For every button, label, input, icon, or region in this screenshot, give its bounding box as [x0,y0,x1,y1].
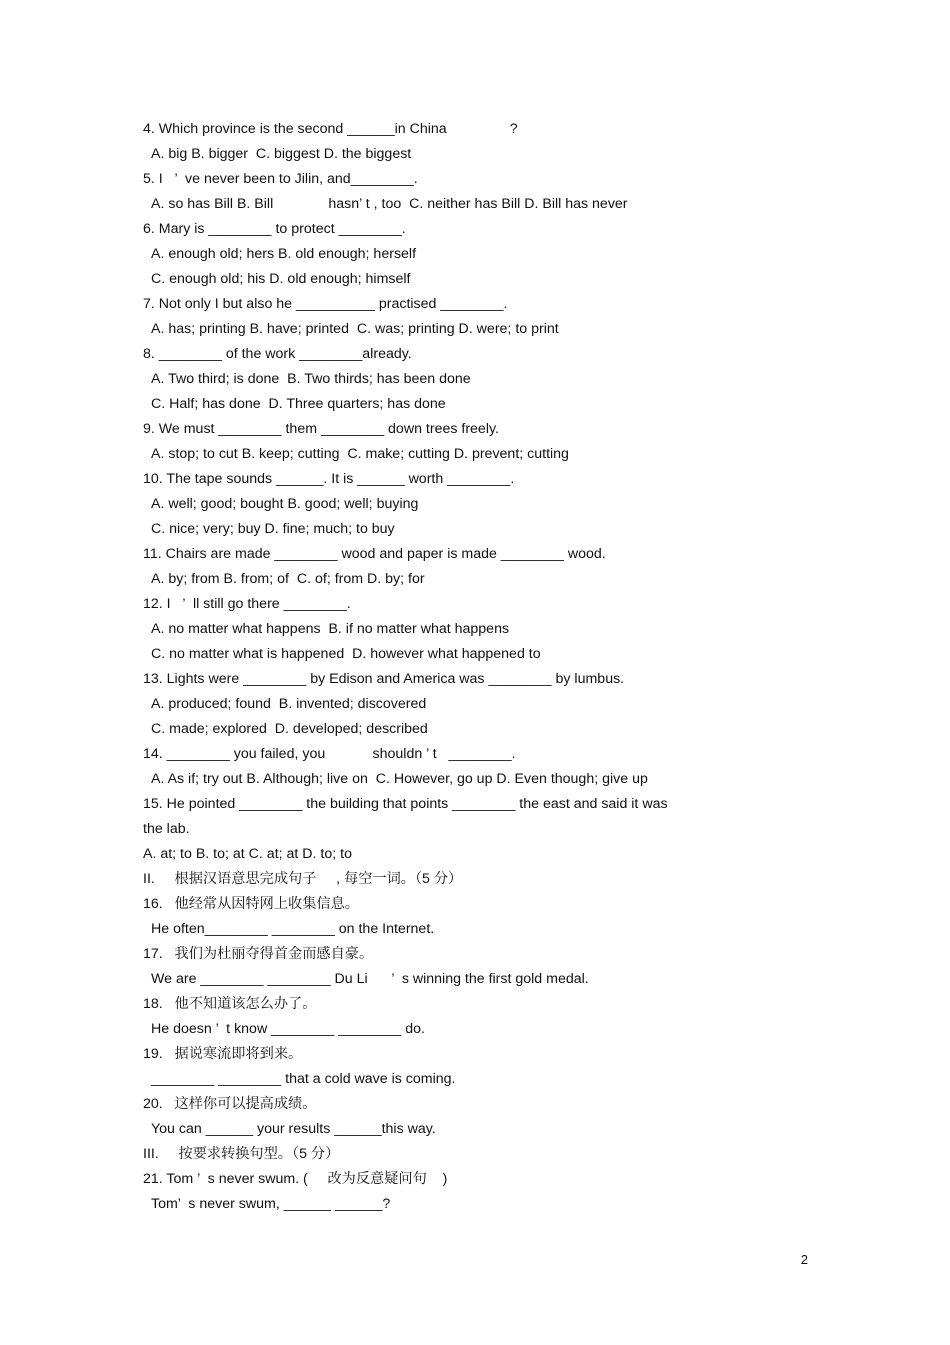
answer-line: We are ________ ________ Du Li ’ s winning the first gold medal. [151,971,589,987]
answer-line: A. As if; try out B. Although; live on C. However, go up D. Even though; give up [151,771,648,787]
question-line: the lab. [143,821,190,837]
question-line: 4. Which province is the second ______in China ? [143,121,518,137]
question-line: 13. Lights were ________ by Edison and America was ________ by lumbus. [143,671,625,687]
question-line: 21. Tom ’ s never swum. ( 改为反意疑问句 ) [143,1171,448,1187]
answer-line: C. Half; has done D. Three quarters; has done [151,396,446,412]
question-line: 9. We must ________ them ________ down trees freely. [143,421,499,437]
answer-line: He doesn ’ t know ________ ________ do. [151,1021,425,1037]
answer-line: A. enough old; hers B. old enough; herself [151,246,417,262]
answer-line: A. big B. bigger C. biggest D. the biggest [151,146,412,162]
answer-line: C. nice; very; buy D. fine; much; to buy [151,521,395,537]
question-line: A. at; to B. to; at C. at; at D. to; to [143,846,352,862]
answer-line: A. has; printing B. have; printed C. was; printing D. were; to print [151,321,559,337]
question-line: 11. Chairs are made ________ wood and paper is made ________ wood. [143,546,606,562]
answer-line: C. made; explored D. developed; described [151,721,428,737]
answer-line: He often________ ________ on the Internet. [151,921,435,937]
answer-line: A. stop; to cut B. keep; cutting C. make; cutting D. prevent; cutting [151,446,569,462]
page-number: 2 [800,1252,808,1267]
question-line: 15. He pointed ________ the building that points ________ the east and said it was [143,796,668,812]
question-line: 7. Not only I but also he __________ practised ________. [143,296,508,312]
question-line: 12. I ’ ll still go there ________. [143,596,351,612]
answer-line: A. Two third; is done B. Two thirds; has been done [151,371,471,387]
answer-line: A. well; good; bought B. good; well; buying [151,496,419,512]
answer-line: A. no matter what happens B. if no matter what happens [151,621,510,637]
answer-line: A. produced; found B. invented; discovered [151,696,427,712]
question-line: II. 根据汉语意思完成句子 , 每空一词。（5 分） [143,871,463,887]
answer-line: C. enough old; his D. old enough; himself [151,271,411,287]
answer-line: Tom’ s never swum, ______ ______? [151,1196,391,1212]
question-line: 20. 这样你可以提高成绩。 [143,1096,317,1112]
answer-line: C. no matter what is happened D. however what happened to [151,646,541,662]
question-line: 16. 他经常从因特网上收集信息。 [143,896,359,912]
question-line: 10. The tape sounds ______. It is ______ worth ________. [143,471,515,487]
answer-line: You can ______ your results ______this way. [151,1121,436,1137]
question-line: 18. 他不知道该怎么办了。 [143,996,317,1012]
answer-line: ________ ________ that a cold wave is coming. [151,1071,456,1087]
question-line: 6. Mary is ________ to protect ________. [143,221,406,237]
answer-line: A. by; from B. from; of C. of; from D. by; for [151,571,425,587]
exercise-content [143,118,763,1218]
answer-line: A. so has Bill B. Bill hasn’ t , too C. neither has Bill D. Bill has never [151,196,628,212]
question-line: 8. ________ of the work ________already. [143,346,412,362]
question-line: III. 按要求转换句型。（5 分） [143,1146,340,1162]
question-line: 19. 据说寒流即将到来。 [143,1046,303,1062]
question-line: 14. ________ you failed, you shouldn ’ t ________. [143,746,516,762]
question-line: 17. 我们为杜丽夺得首金而感自豪。 [143,946,374,962]
question-line: 5. I ’ ve never been to Jilin, and________. [143,171,418,187]
